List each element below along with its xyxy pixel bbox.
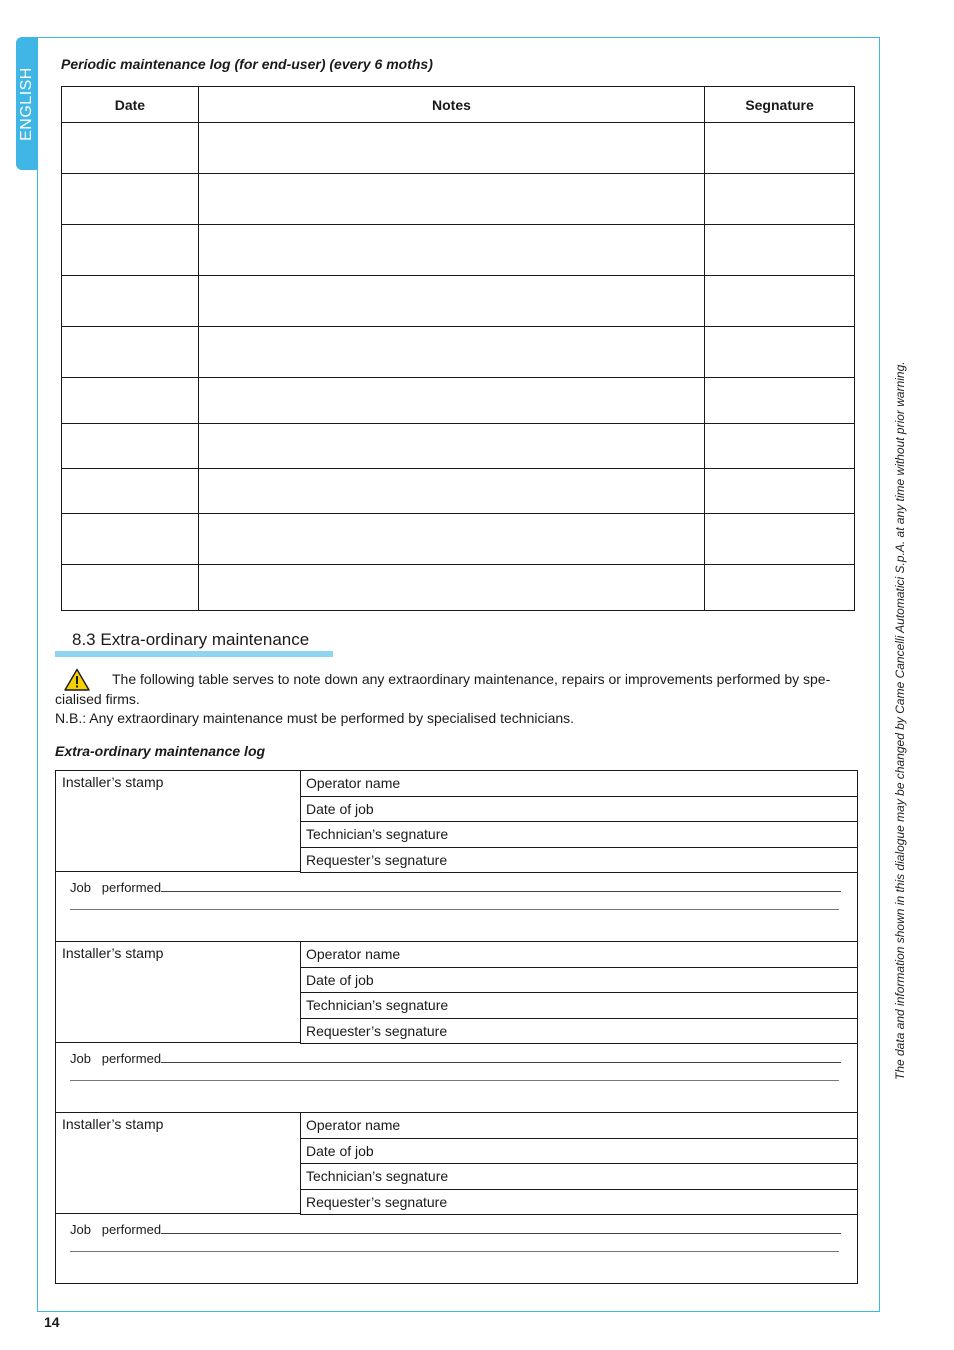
job-performed-line[interactable] bbox=[70, 1048, 843, 1070]
job-performed-label: Job performed bbox=[70, 1051, 162, 1066]
job-field[interactable] bbox=[300, 848, 857, 874]
installer-stamp-label: Installer’s stamp bbox=[62, 774, 164, 790]
job-field-label: Technician’s segnature bbox=[306, 826, 449, 842]
job-field[interactable] bbox=[300, 771, 857, 797]
notes-cell[interactable] bbox=[198, 123, 704, 174]
job-field-label: Operator name bbox=[306, 946, 401, 962]
signature-cell[interactable] bbox=[705, 378, 855, 424]
job-field[interactable] bbox=[300, 1139, 857, 1165]
section-title-underline bbox=[55, 651, 333, 657]
installer-stamp-cell[interactable] bbox=[56, 942, 301, 1043]
installer-stamp-cell[interactable] bbox=[56, 1113, 301, 1214]
job-performed-label: Job performed bbox=[70, 1222, 162, 1237]
job-field[interactable] bbox=[300, 968, 857, 994]
date-cell[interactable] bbox=[62, 378, 199, 424]
periodic-log-row bbox=[62, 469, 855, 514]
job-field-label: Date of job bbox=[306, 971, 374, 988]
language-tab bbox=[16, 37, 38, 170]
date-cell[interactable] bbox=[62, 514, 199, 565]
periodic-log-row bbox=[62, 276, 855, 327]
date-cell[interactable] bbox=[62, 174, 199, 225]
periodic-log-row bbox=[62, 424, 855, 469]
job-performed-line[interactable] bbox=[70, 877, 843, 899]
periodic-log-row bbox=[62, 565, 855, 611]
signature-cell[interactable] bbox=[705, 424, 855, 469]
date-cell[interactable] bbox=[62, 276, 199, 327]
signature-cell[interactable] bbox=[705, 225, 855, 276]
date-cell[interactable] bbox=[62, 225, 199, 276]
job-field[interactable] bbox=[300, 942, 857, 968]
notes-cell[interactable] bbox=[198, 378, 704, 424]
section-title: 8.3 Extra-ordinary maintenance bbox=[72, 630, 310, 649]
job-field-label: Requester’s segnature bbox=[306, 1193, 448, 1210]
header-signature: Segnature bbox=[705, 87, 855, 123]
job-field-label: Operator name bbox=[306, 775, 401, 791]
signature-cell[interactable] bbox=[705, 514, 855, 565]
section-paragraph-2: N.B.: Any extraordinary maintenance must be performed by specialised technicians. bbox=[55, 710, 575, 726]
job-field[interactable] bbox=[300, 1164, 857, 1190]
job-field-label: Requester’s segnature bbox=[306, 1022, 448, 1039]
job-performed-line-2[interactable] bbox=[70, 1251, 839, 1252]
job-fields bbox=[300, 942, 857, 1043]
date-cell[interactable] bbox=[62, 565, 199, 611]
job-fields bbox=[300, 771, 857, 872]
installer-stamp-label: Installer’s stamp bbox=[62, 1116, 164, 1132]
signature-cell[interactable] bbox=[705, 327, 855, 378]
header-notes: Notes bbox=[198, 87, 704, 123]
job-field-label: Requester’s segnature bbox=[306, 851, 448, 868]
disclaimer-note: The data and information shown in this dialogue may be changed by Came Cancelli Automatici S.p.A. at any time without prior warning. bbox=[893, 361, 907, 1080]
job-field[interactable] bbox=[300, 1113, 857, 1139]
job-field-label: Date of job bbox=[306, 1142, 374, 1159]
job-performed-line-2[interactable] bbox=[70, 1080, 839, 1081]
language-tab-label: ENGLISH bbox=[18, 66, 35, 141]
periodic-log-row bbox=[62, 225, 855, 276]
notes-cell[interactable] bbox=[198, 514, 704, 565]
page-number: 14 bbox=[44, 1314, 60, 1330]
periodic-log-row bbox=[62, 378, 855, 424]
notes-cell[interactable] bbox=[198, 225, 704, 276]
periodic-log-row bbox=[62, 174, 855, 225]
signature-cell[interactable] bbox=[705, 469, 855, 514]
periodic-log-row bbox=[62, 327, 855, 378]
notes-cell[interactable] bbox=[198, 424, 704, 469]
signature-cell[interactable] bbox=[705, 276, 855, 327]
date-cell[interactable] bbox=[62, 424, 199, 469]
periodic-log-header-row bbox=[62, 87, 855, 123]
installer-stamp-label: Installer’s stamp bbox=[62, 945, 164, 961]
notes-cell[interactable] bbox=[198, 174, 704, 225]
job-field-label: Operator name bbox=[306, 1117, 401, 1133]
job-fields bbox=[300, 1113, 857, 1214]
notes-cell[interactable] bbox=[198, 327, 704, 378]
extra-log-caption: Extra-ordinary maintenance log bbox=[55, 743, 266, 759]
periodic-log-row bbox=[62, 514, 855, 565]
job-field[interactable] bbox=[300, 797, 857, 823]
extra-log-block bbox=[55, 941, 858, 1113]
periodic-log-row bbox=[62, 123, 855, 174]
job-field-label: Technician’s segnature bbox=[306, 997, 449, 1013]
section-text bbox=[55, 670, 860, 729]
job-field[interactable] bbox=[300, 1190, 857, 1216]
job-field-label: Date of job bbox=[306, 800, 374, 817]
periodic-log-table bbox=[61, 86, 855, 611]
periodic-log-caption: Periodic maintenance log (for end-user) (every 6 moths) bbox=[61, 56, 433, 72]
date-cell[interactable] bbox=[62, 469, 199, 514]
notes-cell[interactable] bbox=[198, 276, 704, 327]
job-field[interactable] bbox=[300, 1019, 857, 1045]
extra-log-block bbox=[55, 770, 858, 942]
job-performed-line[interactable] bbox=[70, 1219, 843, 1241]
notes-cell[interactable] bbox=[198, 565, 704, 611]
section-paragraph-1: The following table serves to note down any extraordinary maintenance, repairs or improvements performed by spe-cialised firms. bbox=[55, 671, 831, 707]
signature-cell[interactable] bbox=[705, 565, 855, 611]
header-date: Date bbox=[62, 87, 199, 123]
job-field[interactable] bbox=[300, 822, 857, 848]
signature-cell[interactable] bbox=[705, 123, 855, 174]
signature-cell[interactable] bbox=[705, 174, 855, 225]
job-field-label: Technician’s segnature bbox=[306, 1168, 449, 1184]
installer-stamp-cell[interactable] bbox=[56, 771, 301, 872]
date-cell[interactable] bbox=[62, 327, 199, 378]
job-performed-line-2[interactable] bbox=[70, 909, 839, 910]
job-performed-label: Job performed bbox=[70, 880, 162, 895]
job-field[interactable] bbox=[300, 993, 857, 1019]
date-cell[interactable] bbox=[62, 123, 199, 174]
extra-log-block bbox=[55, 1112, 858, 1284]
notes-cell[interactable] bbox=[198, 469, 704, 514]
